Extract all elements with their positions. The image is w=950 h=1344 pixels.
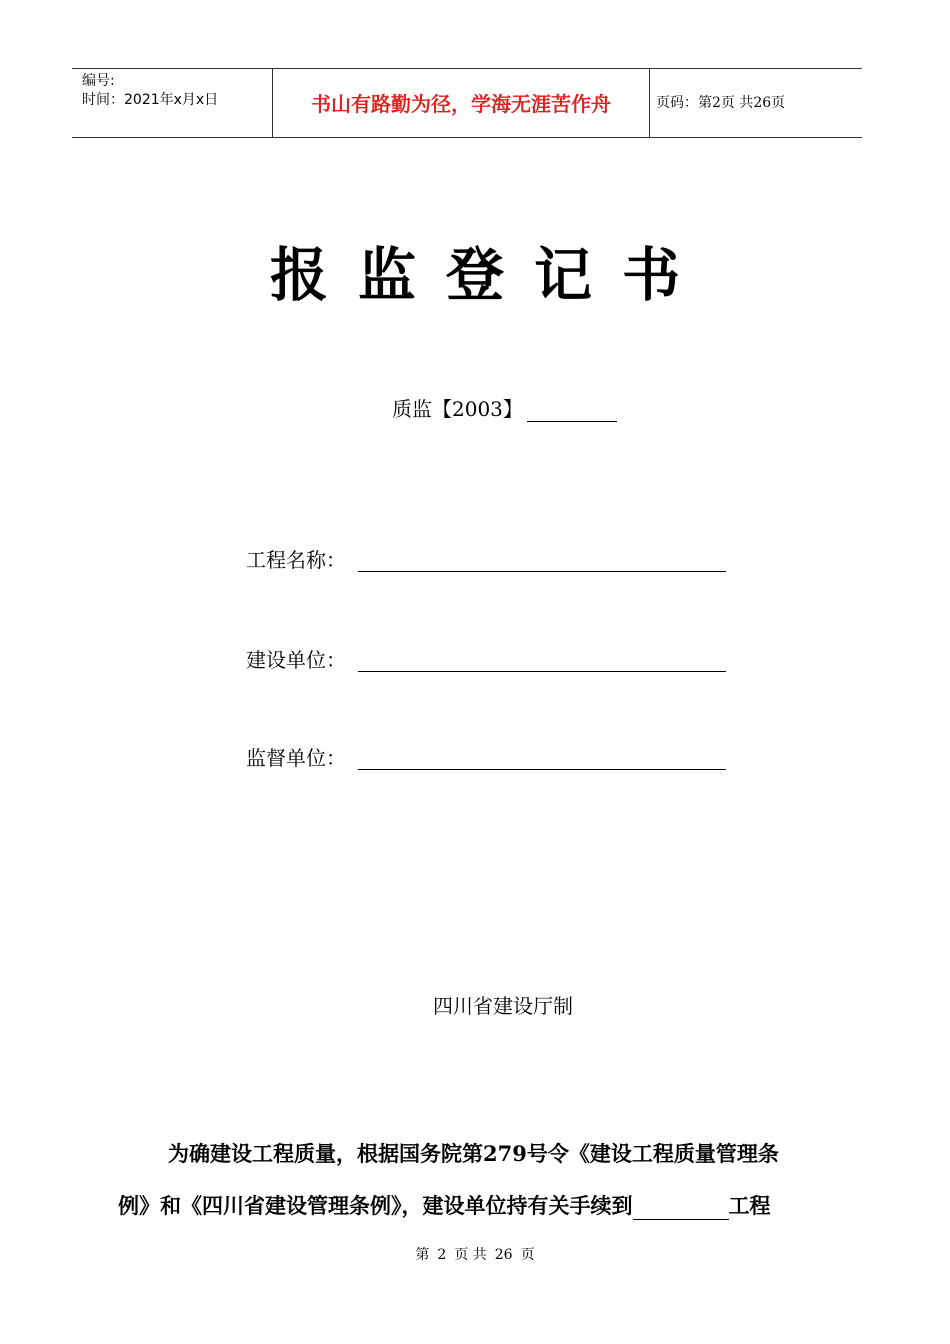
page-footer: [0, 1246, 950, 1264]
body-blank[interactable]: [633, 1195, 729, 1220]
body-line-2-text: 例》和《四川省建设管理条例》，建设单位持有关手续到: [118, 1193, 633, 1218]
footer-current-page: 2: [437, 1247, 447, 1263]
construction-unit-label: 建设单位：: [246, 648, 346, 672]
document-number-text: 质监【2003】: [392, 397, 523, 421]
footer-suffix: 页: [520, 1247, 535, 1263]
body-line-2: [118, 1192, 822, 1220]
body-line-2-end: 工程: [728, 1193, 771, 1218]
number-label: 编号:: [82, 73, 115, 89]
issuer-text: 四川省建设厅制: [433, 994, 573, 1018]
motto-text: 书山有路勤为径，学海无涯苦作舟: [311, 92, 611, 116]
document-number: [392, 396, 617, 422]
document-title: 报监登记书: [269, 241, 710, 309]
footer-total-pages: 26: [494, 1247, 513, 1263]
time-label: 时间：2021年x月x日: [82, 92, 219, 108]
construction-unit-blank[interactable]: [358, 671, 726, 672]
body-line-1: 为确建设工程质量，根据国务院第279号令《建设工程质量管理条: [168, 1141, 779, 1166]
page-code: 页码：第2页 共26页: [656, 95, 786, 111]
supervision-unit-field: [246, 744, 346, 772]
project-name-field: [246, 546, 346, 574]
page-header: [72, 68, 862, 138]
supervision-unit-label: 监督单位：: [246, 746, 346, 770]
header-motto-cell: [272, 69, 650, 137]
project-name-label: 工程名称：: [246, 548, 346, 572]
footer-prefix: 第: [415, 1247, 430, 1263]
supervision-unit-blank[interactable]: [358, 769, 726, 770]
footer-middle: 页 共: [454, 1247, 487, 1263]
header-page-cell: [648, 69, 862, 137]
construction-unit-field: [246, 646, 346, 674]
header-meta-cell: [72, 69, 272, 137]
document-number-blank[interactable]: [527, 399, 617, 422]
project-name-blank[interactable]: [358, 571, 726, 572]
